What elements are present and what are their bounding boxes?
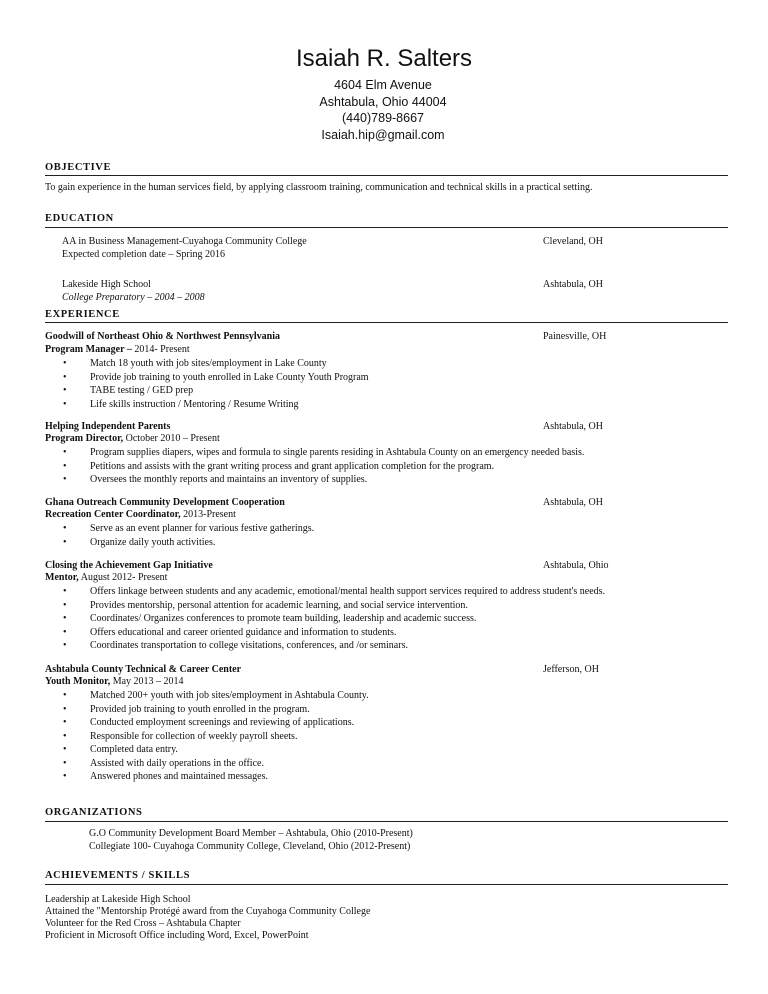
section-divider [45,227,728,228]
job-3-duties [63,522,314,549]
education-item-2-school: Lakeside High School [62,279,151,290]
phone-line: (440)789-8667 [341,111,424,125]
job-5-duties [63,689,369,784]
list-item: • Petitions and assists with the grant writing process and grant application completion for the program. [63,460,584,474]
job-2-role-line [45,433,220,444]
education-item-1-date: Expected completion date – Spring 2016 [62,249,226,260]
list-item: • Offers linkage between students and any academic, emotional/mental health support services required to address student's needs. [63,585,605,599]
organizations-heading: ORGANIZATIONS [45,807,143,818]
education-item-1-location: Cleveland, OH [543,236,603,247]
section-divider [45,322,728,323]
section-divider [45,884,728,885]
education-item-2-program: College Preparatory – 2004 – 2008 [62,292,205,303]
job-1-dates: 2014- Present [131,344,190,355]
job-5-dates: May 2013 – 2014 [110,676,184,687]
job-1-role-line [45,344,190,355]
objective-text: To gain experience in the human services field, by applying classroom training, communication and technical skills in a practical setting. [45,182,593,193]
job-5-role-line [45,676,184,687]
list-item: • Coordinates/ Organizes conferences to promote team building, leadership and academic success. [63,612,605,626]
job-2-organization: Helping Independent Parents [45,421,171,432]
job-4-location: Ashtabula, Ohio [543,560,609,571]
section-divider [45,821,728,822]
job-3-dates: 2013-Present [180,509,236,520]
education-item-1-degree: AA in Business Management-Cuyahoga Community College [62,236,307,247]
list-item: • Assisted with daily operations in the office. [63,757,369,771]
achievement-item-3: Volunteer for the Red Cross – Ashtabula Chapter [45,918,241,929]
achievements-heading: ACHIEVEMENTS / SKILLS [45,870,191,881]
job-5-organization: Ashtabula County Technical & Career Center [45,664,242,675]
achievement-item-4: Proficient in Microsoft Office including Word, Excel, PowerPoint [45,930,309,941]
job-4-role-line [45,572,167,583]
list-item: • Oversees the monthly reports and maintains an inventory of supplies. [63,473,584,487]
organization-item-2: Collegiate 100- Cuyahoga Community College, Cleveland, Ohio (2012-Present) [89,841,411,852]
email-line: Isaiah.hip@gmail.com [321,128,445,142]
job-1-location: Painesville, OH [543,331,607,342]
candidate-name: Isaiah R. Salters [295,45,473,72]
job-2-duties [63,446,584,487]
job-2-dates: October 2010 – Present [123,433,220,444]
list-item: • Conducted employment screenings and reviewing of applications. [63,716,369,730]
list-item: • Coordinates transportation to college visitations, conferences, and /or seminars. [63,639,605,653]
education-item-2-location: Ashtabula, OH [543,279,603,290]
experience-heading: EXPERIENCE [45,309,120,320]
list-item: • Responsible for collection of weekly payroll sheets. [63,730,369,744]
objective-heading: OBJECTIVE [45,162,112,173]
list-item: • Provide job training to youth enrolled in Lake County Youth Program [63,371,369,385]
list-item: • Life skills instruction / Mentoring / Resume Writing [63,398,369,412]
list-item: • Completed data entry. [63,743,369,757]
job-3-role: Recreation Center Coordinator, [45,509,181,520]
job-4-organization: Closing the Achievement Gap Initiative [45,560,213,571]
job-4-role: Mentor, [45,572,79,583]
list-item: • Answered phones and maintained messages. [63,770,369,784]
address-line: 4604 Elm Avenue [334,78,432,92]
job-1-role: Program Manager – [45,344,132,355]
list-item: • Provided job training to youth enrolled in the program. [63,703,369,717]
job-3-location: Ashtabula, OH [543,497,603,508]
achievement-item-1: Leadership at Lakeside High School [45,894,191,905]
list-item: • Match 18 youth with job sites/employment in Lake County [63,357,369,371]
job-5-location: Jefferson, OH [543,664,599,675]
list-item: • Provides mentorship, personal attention for academic learning, and social service intervention. [63,599,605,613]
job-1-organization: Goodwill of Northeast Ohio & Northwest Pennsylvania [45,331,280,342]
list-item: • Matched 200+ youth with job sites/employment in Ashtabula County. [63,689,369,703]
job-1-duties [63,357,369,411]
list-item: • Serve as an event planner for various festive gatherings. [63,522,314,536]
job-2-role: Program Director, [45,433,124,444]
achievement-item-2: Attained the "Mentorship Protégé award from the Cuyahoga Community College [45,906,371,917]
job-4-dates: August 2012- Present [78,572,168,583]
job-2-location: Ashtabula, OH [543,421,603,432]
job-4-duties [63,585,605,653]
education-heading: EDUCATION [45,213,114,224]
list-item: • Organize daily youth activities. [63,536,314,550]
city-line: Ashtabula, Ohio 44004 [319,95,447,109]
job-5-role: Youth Monitor, [45,676,111,687]
list-item: • TABE testing / GED prep [63,384,369,398]
list-item: • Program supplies diapers, wipes and formula to single parents residing in Ashtabula County on an emergency needed basis. [63,446,584,460]
organization-item-1: G.O Community Development Board Member – Ashtabula, Ohio (2010-Present) [89,828,413,839]
list-item: • Offers educational and career oriented guidance and information to students. [63,626,605,640]
job-3-role-line [45,509,236,520]
job-3-organization: Ghana Outreach Community Development Cooperation [45,497,285,508]
section-divider [45,175,728,176]
